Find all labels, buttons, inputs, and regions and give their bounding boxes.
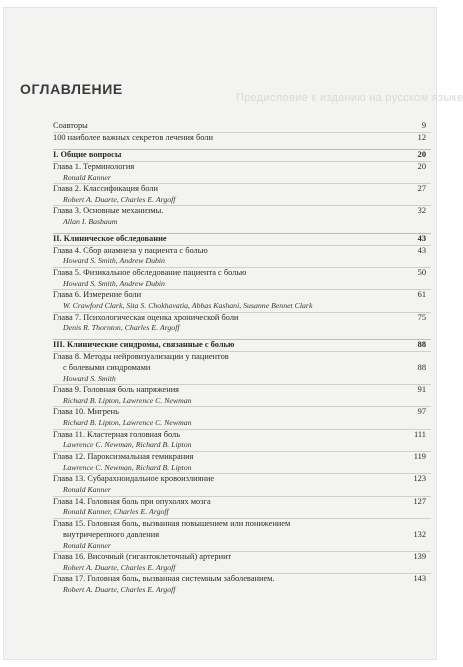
chapter-title: Глава 10. Мигрень [53,407,119,417]
chapter-authors: W. Crawford Clark, Sita S. Chokhavatia, Abbas Kashani, Susanne Bennet Clark [63,301,313,311]
toc-page-number: 97 [417,407,426,417]
chapter-authors: Robert A. Duarte, Charles E. Argoff [63,562,176,572]
toc-chapter-continuation [53,363,431,374]
toc-page-number: 20 [417,161,426,171]
chapter-title: Глава 16. Височный (гигантоклеточный) артериит [53,552,232,562]
chapter-authors: Ronald Kanner [63,540,111,550]
section-label: III. Клинические синдромы, связанные с болью [53,339,235,349]
toc-chapter [53,289,431,301]
toc-page-number: 32 [417,206,426,216]
toc-entry-label: 100 наиболее важных секретов лечения боли [53,132,213,142]
chapter-authors: Howard S. Smith [63,373,116,383]
toc-chapter [53,351,431,363]
chapter-title: Глава 7. Психологическая оценка хронической боли [53,312,239,322]
toc-chapter [53,245,431,257]
chapter-title: Глава 11. Кластерная головная боль [53,429,181,439]
chapter-title: Глава 17. Головная боль, вызванная системным заболеванием. [53,574,275,584]
toc-page-number: 139 [413,552,426,562]
toc-chapter [53,384,431,396]
toc-page-number: 43 [417,233,426,243]
section-label: II. Клиническое обследование [53,233,167,243]
toc-chapter [53,183,431,195]
toc-page-number: 12 [417,132,426,142]
section-label: I. Общие вопросы [53,149,122,159]
bleed-through-text: Предисловие к изданию на русском языке [236,92,463,104]
toc-section-heading [53,339,431,351]
chapter-authors: Ronald Kanner, Charles E. Argoff [63,507,169,517]
chapter-authors: Denis R. Thornton, Charles E. Argoff [63,323,180,333]
chapter-title: Глава 6. Измерение боли [53,290,142,300]
toc-page-number: 123 [413,474,426,484]
toc-section-heading [53,233,431,245]
toc-chapter [53,473,431,485]
chapter-authors: Richard B. Lipton, Lawrence C. Newman [63,395,192,405]
chapter-title: Глава 8. Методы нейровизуализации у пациентов [53,351,229,361]
toc-page-number: 88 [417,362,426,372]
toc-entry-contributors [53,121,431,132]
chapter-title-continued: с болевыми синдромами [63,362,151,372]
book-page [4,8,463,659]
toc-page-number: 132 [413,529,426,539]
toc-page-number: 20 [417,149,426,159]
toc-chapter [53,518,431,530]
toc-page-number: 50 [417,267,426,277]
toc-chapter [53,573,431,585]
toc-page-number: 143 [413,574,426,584]
toc-chapter [53,551,431,563]
toc-chapter [53,451,431,463]
toc-page-number: 111 [414,429,426,439]
toc-page-number: 75 [417,312,426,322]
toc-page-number: 61 [417,290,426,300]
chapter-title-continued: внутричерепного давления [63,529,160,539]
toc-page-number: 9 [421,121,426,130]
toc-page-number: 127 [413,496,426,506]
chapter-authors: Ronald Kanner [63,485,111,495]
toc-chapter-continuation [53,530,431,541]
chapter-title: Глава 2. Классификация боли [53,184,159,194]
toc-chapter [53,312,431,324]
toc-section-heading [53,149,431,161]
toc-chapter [53,267,431,279]
toc-chapter [53,406,431,418]
toc-entry-secrets [53,132,431,144]
toc-page-number: 43 [417,245,426,255]
page-title: ОГЛАВЛЕНИЕ [20,81,123,97]
chapter-authors: Lawrence C. Newman, Richard B. Lipton [63,462,192,472]
chapter-title: Глава 9. Головная боль напряжения [53,384,180,394]
toc-page-number: 27 [417,184,426,194]
chapter-authors: Howard S. Smith, Andrew Dubin [63,278,165,288]
chapter-authors: Allan I. Basbaum [63,217,118,227]
toc-entry-label: Соавторы [53,121,88,130]
toc-page-number: 88 [417,339,426,349]
chapter-title: Глава 15. Головная боль, вызванная повышением или понижением [53,518,291,528]
toc-chapter [53,205,431,217]
toc-page-number: 119 [413,451,426,461]
table-of-contents [53,121,431,596]
chapter-title: Глава 5. Физикальное обследование пациента с болью [53,267,247,277]
chapter-authors: Howard S. Smith, Andrew Dubin [63,256,165,266]
chapter-title: Глава 14. Головная боль при опухолях мозга [53,496,211,506]
chapter-title: Глава 13. Субарахноидальное кровоизлияние [53,474,215,484]
chapter-authors: Lawrence C. Newman, Richard B. Lipton [63,440,192,450]
toc-chapter [53,496,431,508]
toc-chapter [53,429,431,441]
chapter-authors: Robert A. Duarte, Charles E. Argoff [63,194,176,204]
chapter-title: Глава 1. Терминология [53,161,135,171]
chapter-authors: Richard B. Lipton, Lawrence C. Newman [63,418,192,428]
chapter-title: Глава 4. Сбор анамнеза у пациента с болью [53,245,208,255]
chapter-authors: Robert A. Duarte, Charles E. Argoff [63,585,176,595]
chapter-title: Глава 12. Пароксизмальная гемикрания [53,451,194,461]
toc-page-number: 91 [417,384,426,394]
toc-chapter [53,161,431,173]
chapter-title: Глава 3. Основные механизмы. [53,206,164,216]
chapter-authors: Ronald Kanner [63,172,111,182]
